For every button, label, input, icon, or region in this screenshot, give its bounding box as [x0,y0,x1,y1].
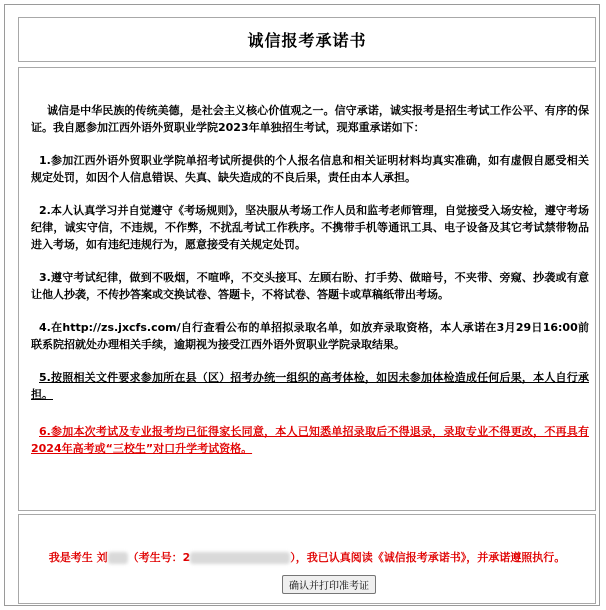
title-panel [18,17,596,62]
pledge-item-1: 1.参加江西外语外贸职业学院单招考试所提供的个人报名信息和相关证明材料均真实准确，如有虚假自愿受相关规定处罚，如因个人信息错误、失真、缺失造成的不良后果，责任由本人承担。 [31,154,589,184]
confirm-print-admission-button[interactable]: 确认并打印准考证 [282,575,376,594]
candidate-id-label: （考生号：2 [127,551,191,564]
redacted-name [108,552,128,564]
pledge-item-2: 2.本人认真学习并自觉遵守《考场规则》，坚决服从考场工作人员和监考老师管理，自觉接受入场安检，遵守考场纪律，诚实守信，不违规，不作弊，不扰乱考试工作秩序。不携带手机等通讯工具、电子设备及其它考试禁带物品进入考场，如有违纪违规行为，愿意接受有关规定处罚。 [31,204,589,251]
signature-panel [18,514,596,604]
pledge-item-6: 6.参加本次考试及专业报考均已征得家长同意，本人已知悉单招录取后不得退录，录取专业不得更改，不再具有2024年高考或“三校生”对口升学考试资格。 [31,425,589,455]
pledge-confirm-text: ），我已认真阅读《诚信报考承诺书》，并承诺遵照执行。 [290,551,566,564]
pledge-item-5: 5.按照相关文件要求参加所在县（区）招考办统一组织的高考体检，如因未参加体检造成任何后果，本人自行承担。 [31,371,589,401]
redacted-candidate-id [190,552,290,564]
pledge-item-3: 3.遵守考试纪律，做到不吸烟，不喧哗，不交头接耳、左顾右盼、打手势、做暗号，不夹带、旁窥、抄袭或有意让他人抄袭，不传抄答案或交换试卷、答题卡，不将试卷、答题卡或草稿纸带出考场。 [31,271,589,301]
pledge-content-panel [18,67,596,511]
candidate-name-prefix: 我是考生 刘 [48,551,108,564]
candidate-pledge-line [19,549,595,565]
pledge-item-4: 4.在http://zs.jxcfs.com/自行查看公布的单招拟录取名单，如放弃录取资格，本人承诺在3月29日16:00前联系院招就处办理相关手续，逾期视为接受江西外语外贸职业学院录取结果。 [31,321,589,351]
page-frame [4,4,600,606]
intro-paragraph: 诚信是中华民族的传统美德，是社会主义核心价值观之一。信守承诺，诚实报考是招生考试工作公平、有序的保证。我自愿参加江西外语外贸职业学院2023年单独招生考试，现郑重承诺如下： [31,104,589,134]
page-title: 诚信报考承诺书 [247,31,367,50]
